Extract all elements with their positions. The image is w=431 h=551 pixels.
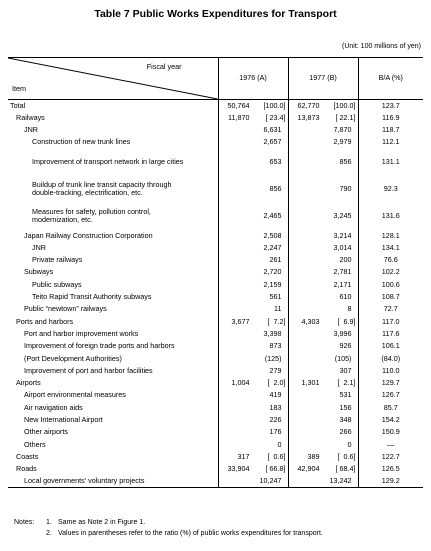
- value-1977: 62,770: [297, 100, 320, 110]
- value-1977: 2,781: [333, 267, 352, 277]
- row-label: Buildup of trunk line transit capacity through double-tracking, electrification, etc.: [8, 176, 218, 203]
- value-1977-cell: [288, 203, 358, 230]
- table-row: [8, 242, 423, 254]
- value-1976: 0: [277, 439, 282, 449]
- ratio-value: 150.9: [381, 427, 400, 437]
- value-1976-cell: [218, 402, 288, 414]
- value-1977-cell: [288, 149, 358, 176]
- value-1977: 348: [339, 414, 352, 424]
- ratio-value: 117.0: [382, 316, 400, 326]
- value-1976-cell: [218, 390, 288, 402]
- col-1976-header: 1976 (A): [218, 58, 288, 100]
- row-label: Public subways: [8, 279, 218, 291]
- value-1976-cell: [218, 124, 288, 136]
- value-1977: 926: [339, 341, 352, 351]
- row-label: Other airports: [8, 426, 218, 438]
- ratio-value: 112.1: [382, 137, 400, 147]
- header-row: [8, 58, 423, 100]
- value-1976: 1,004: [231, 378, 250, 388]
- row-label: Private railways: [8, 254, 218, 266]
- row-label: Air navigation aids: [8, 402, 218, 414]
- value-1976: 2,465: [263, 210, 282, 220]
- table-row: [8, 439, 423, 451]
- expenditure-table: [8, 57, 423, 488]
- value-1977-cell: [288, 353, 358, 365]
- value-1976-cell: [218, 100, 288, 112]
- value-1977: 8: [347, 304, 352, 314]
- value-1977-cell: [288, 463, 358, 475]
- share-1976: [ 7.2]: [267, 316, 286, 326]
- value-1977-cell: [288, 303, 358, 315]
- ratio-value: 92.3: [383, 183, 398, 193]
- value-1976-cell: [218, 328, 288, 340]
- value-1976-cell: [218, 203, 288, 230]
- value-1977-cell: [288, 451, 358, 463]
- value-1976: 10,247: [259, 476, 282, 486]
- note-2: [14, 528, 323, 539]
- value-1977: 3,996: [333, 328, 352, 338]
- value-1976: 11: [274, 304, 282, 314]
- value-1977-cell: [288, 254, 358, 266]
- row-label: Local governments' voluntary projects: [8, 476, 218, 488]
- value-1977: 13,873: [297, 112, 320, 122]
- row-label: JNR: [8, 242, 218, 254]
- table-row: [8, 377, 423, 389]
- value-1977-cell: [288, 328, 358, 340]
- row-label: Public “newtown” railways: [8, 303, 218, 315]
- value-1977-cell: [288, 340, 358, 352]
- ratio-value: 102.2: [381, 267, 400, 277]
- ratio-value: 129.7: [381, 378, 400, 388]
- value-1976-cell: [218, 112, 288, 124]
- table-body: [8, 100, 423, 488]
- value-1977-cell: [288, 377, 358, 389]
- value-1977-cell: [288, 316, 358, 328]
- value-1976-cell: [218, 149, 288, 176]
- value-1976-cell: [218, 254, 288, 266]
- value-1976: 11,870: [228, 112, 250, 122]
- ratio-value: 154.2: [381, 414, 400, 424]
- fiscal-year-header: Fiscal year: [146, 62, 182, 71]
- table-row: [8, 365, 423, 377]
- row-label: (Port Development Authorities): [8, 353, 218, 365]
- ratio-value: 131.1: [381, 156, 400, 166]
- share-1977: [ 0.6]: [337, 451, 356, 461]
- share-1976: [ 66.8]: [265, 464, 286, 474]
- row-label: Improvement of foreign trade ports and harbors: [8, 340, 218, 352]
- unit-note: (Unit: 100 millions of yen): [342, 43, 421, 50]
- value-1976-cell: [218, 463, 288, 475]
- ratio-value: 134.1: [381, 242, 400, 252]
- value-1977-cell: [288, 439, 358, 451]
- row-label: Improvement of port and harbor facilities: [8, 365, 218, 377]
- row-label: Airport environmental measures: [8, 390, 218, 402]
- value-1977: 2,171: [333, 279, 352, 289]
- row-label: Others: [8, 439, 218, 451]
- value-1976-cell: [218, 242, 288, 254]
- value-1976: 317: [237, 451, 250, 461]
- col-ratio-header: B/A (%): [358, 58, 423, 100]
- table-row: [8, 230, 423, 242]
- value-1976-cell: [218, 136, 288, 148]
- value-1976-cell: [218, 476, 288, 488]
- value-1976-cell: [218, 377, 288, 389]
- share-1977: [ 22.1]: [335, 112, 356, 122]
- share-1976: [ 0.6]: [267, 451, 286, 461]
- value-1976: 2,657: [263, 137, 282, 147]
- ratio-value: 117.6: [382, 328, 400, 338]
- note-1: [14, 517, 323, 528]
- value-1977: 0: [347, 439, 352, 449]
- value-1977: (105): [334, 353, 352, 363]
- ratio-value: 85.7: [383, 402, 398, 412]
- value-1977: 790: [339, 183, 352, 193]
- value-1977-cell: [288, 267, 358, 279]
- table-row: [8, 124, 423, 136]
- value-1977: 200: [339, 255, 352, 265]
- value-1976: 176: [269, 427, 282, 437]
- value-1977-cell: [288, 242, 358, 254]
- value-1977: 266: [339, 427, 352, 437]
- table-row: [8, 100, 423, 112]
- row-label: Measures for safety, pollution control, modernization, etc.: [8, 203, 218, 230]
- value-1977: 4,303: [301, 316, 320, 326]
- ratio-value: 106.1: [381, 341, 400, 351]
- value-1976: 3,677: [231, 316, 250, 326]
- share-1977: [ 6.9]: [337, 316, 356, 326]
- ratio-value: 116.9: [382, 112, 400, 122]
- ratio-value: 123.7: [381, 100, 400, 110]
- value-1976-cell: [218, 353, 288, 365]
- row-label: JNR: [8, 124, 218, 136]
- share-1976: [ 23.4]: [265, 112, 286, 122]
- table-row: [8, 176, 423, 203]
- value-1976: 2,247: [263, 242, 282, 252]
- note-text: Values in parentheses refer to the ratio (%) of public works expenditures for transport.: [58, 530, 323, 537]
- row-label: Airports: [8, 377, 218, 389]
- ratio-value: 100.6: [381, 279, 400, 289]
- value-1976: 6,631: [263, 124, 282, 134]
- value-1977: 307: [339, 365, 352, 375]
- row-label: Japan Railway Construction Corporation: [8, 230, 218, 242]
- ratio-value: 110.0: [382, 365, 400, 375]
- value-1976: 279: [269, 365, 282, 375]
- table-row: [8, 316, 423, 328]
- row-label: Teito Rapid Transit Authority subways: [8, 291, 218, 303]
- value-1976-cell: [218, 230, 288, 242]
- value-1977: 1,301: [301, 378, 320, 388]
- table-row: [8, 340, 423, 352]
- ratio-value: 131.6: [381, 210, 400, 220]
- value-1977: 156: [339, 402, 352, 412]
- share-1976: [ 2.0]: [267, 378, 286, 388]
- value-1977-cell: [288, 136, 358, 148]
- table-row: [8, 476, 423, 488]
- table-row: [8, 267, 423, 279]
- table-row: [8, 203, 423, 230]
- row-label: Construction of new trunk lines: [8, 136, 218, 148]
- value-1976: 2,508: [263, 230, 282, 240]
- value-1976: 653: [269, 156, 282, 166]
- value-1977-cell: [288, 476, 358, 488]
- value-1976-cell: [218, 365, 288, 377]
- row-label: Ports and harbors: [8, 316, 218, 328]
- item-header: Item: [12, 84, 26, 94]
- value-1977-cell: [288, 426, 358, 438]
- value-1976: 2,720: [263, 267, 282, 277]
- ratio-value: 72.7: [383, 304, 398, 314]
- value-1977-cell: [288, 365, 358, 377]
- value-1976-cell: [218, 426, 288, 438]
- table-row: [8, 426, 423, 438]
- value-1976-cell: [218, 303, 288, 315]
- value-1976: 3,398: [263, 328, 282, 338]
- note-number: 2.: [46, 530, 52, 537]
- row-label: Subways: [8, 267, 218, 279]
- value-1977: 7,870: [333, 124, 352, 134]
- ratio-value: 76.6: [383, 255, 398, 265]
- note-number: 1.: [46, 519, 52, 526]
- value-1976: 50,764: [227, 100, 250, 110]
- row-label: Coasts: [8, 451, 218, 463]
- share-1977: [100.0]: [333, 100, 356, 110]
- value-1977-cell: [288, 291, 358, 303]
- value-1977-cell: [288, 414, 358, 426]
- value-1976-cell: [218, 340, 288, 352]
- value-1976-cell: [218, 451, 288, 463]
- value-1976: 561: [269, 292, 282, 302]
- value-1977: 42,904: [297, 464, 320, 474]
- row-label: New International Airport: [8, 414, 218, 426]
- value-1976: 33,904: [227, 464, 250, 474]
- row-label: Roads: [8, 463, 218, 475]
- notes-label: Notes:: [14, 519, 35, 526]
- table-title: Table 7 Public Works Expenditures for Transport: [94, 8, 337, 20]
- table-row: [8, 328, 423, 340]
- ratio-value: 108.7: [381, 292, 400, 302]
- value-1976: 856: [269, 183, 282, 193]
- value-1976-cell: [218, 291, 288, 303]
- value-1977-cell: [288, 176, 358, 203]
- ratio-value: 122.7: [381, 451, 400, 461]
- value-1977-cell: [288, 100, 358, 112]
- table-row: [8, 291, 423, 303]
- value-1976-cell: [218, 279, 288, 291]
- value-1977: 3,214: [333, 230, 352, 240]
- ratio-value: 128.1: [381, 230, 400, 240]
- value-1977-cell: [288, 124, 358, 136]
- row-label: Railways: [8, 112, 218, 124]
- table-row: [8, 390, 423, 402]
- value-1977: 3,014: [333, 242, 352, 252]
- table-row: [8, 402, 423, 414]
- row-label: Improvement of transport network in large cities: [8, 149, 218, 176]
- diagonal-divider: [8, 58, 218, 99]
- table-row: [8, 463, 423, 475]
- value-1976-cell: [218, 267, 288, 279]
- value-1977: 389: [307, 451, 320, 461]
- value-1977-cell: [288, 112, 358, 124]
- value-1977: 610: [339, 292, 352, 302]
- value-1976: 873: [269, 341, 282, 351]
- ratio-value: 126.7: [381, 390, 400, 400]
- table-row: [8, 136, 423, 148]
- value-1976: 261: [269, 255, 282, 265]
- value-1977-cell: [288, 390, 358, 402]
- value-1977: 13,242: [329, 476, 352, 486]
- ratio-value: 126.5: [381, 464, 400, 474]
- value-1976: 2,159: [263, 279, 282, 289]
- col-1977-header: 1977 (B): [288, 58, 358, 100]
- value-1976: (125): [264, 353, 282, 363]
- ratio-value: (84.0): [381, 353, 401, 363]
- note-text: Same as Note 2 in Figure 1.: [58, 519, 146, 526]
- value-1977-cell: [288, 402, 358, 414]
- value-1977: 856: [339, 156, 352, 166]
- table-row: [8, 149, 423, 176]
- value-1977: 2,979: [333, 137, 352, 147]
- row-label: Port and harbor improvement works: [8, 328, 218, 340]
- value-1976-cell: [218, 176, 288, 203]
- value-1977: 3,245: [333, 210, 352, 220]
- item-header-cell: [8, 58, 218, 100]
- row-label: Total: [8, 100, 218, 112]
- notes: [14, 517, 323, 539]
- table-row: [8, 303, 423, 315]
- value-1976: 419: [269, 390, 282, 400]
- table-row: [8, 112, 423, 124]
- ratio-value: —: [387, 439, 395, 449]
- table-row: [8, 451, 423, 463]
- value-1976-cell: [218, 316, 288, 328]
- share-1977: [ 68.4]: [335, 464, 356, 474]
- value-1977: 531: [339, 390, 352, 400]
- value-1977-cell: [288, 279, 358, 291]
- value-1976-cell: [218, 439, 288, 451]
- table-row: [8, 254, 423, 266]
- table-row: [8, 353, 423, 365]
- value-1976-cell: [218, 414, 288, 426]
- value-1976: 183: [269, 402, 282, 412]
- share-1976: [100.0]: [263, 100, 286, 110]
- share-1977: [ 2.1]: [337, 378, 356, 388]
- ratio-value: 129.2: [358, 476, 423, 488]
- value-1977-cell: [288, 230, 358, 242]
- table-row: [8, 279, 423, 291]
- table-row: [8, 414, 423, 426]
- ratio-value: 118.7: [382, 124, 400, 134]
- value-1976: 226: [269, 414, 282, 424]
